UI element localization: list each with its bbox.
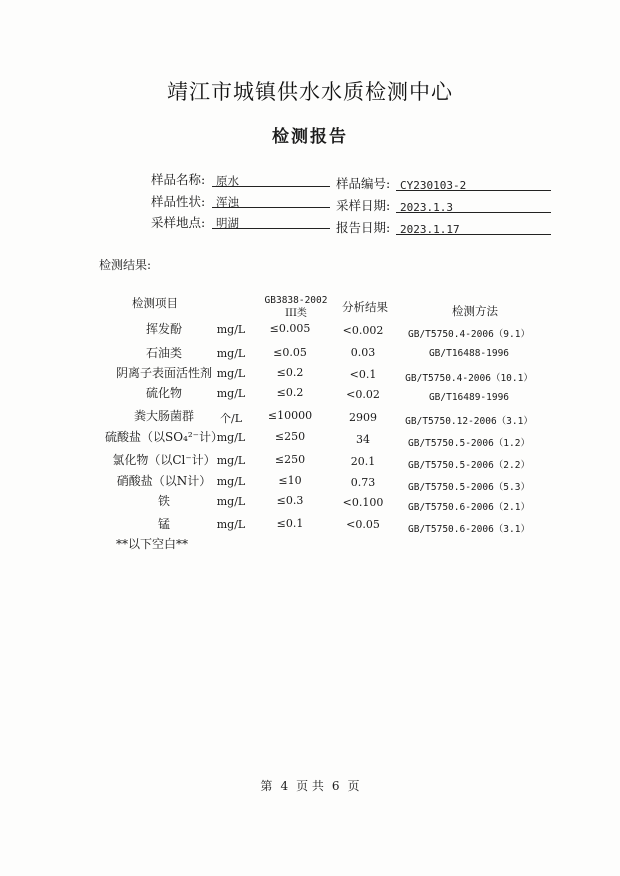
row-limit: ≤10000: [267, 409, 313, 422]
row-item: 挥发酚: [145, 322, 182, 336]
sample-state-field: [212, 191, 330, 208]
page-footer: [0, 777, 620, 794]
header-result: 分析结果: [342, 300, 388, 314]
row-method: GB/T5750.6-2006（3.1）: [408, 524, 530, 535]
header-item: 检测项目: [132, 296, 178, 310]
row-method: GB/T5750.5-2006（2.2）: [408, 460, 530, 471]
row-limit: ≤0.1: [276, 517, 304, 530]
row-item: 氯化物（以Cl⁻计）: [112, 453, 216, 467]
row-result: <0.05: [346, 518, 380, 531]
footer-middle: 页 共: [296, 779, 324, 793]
row-unit: mg/L: [216, 367, 246, 380]
sample-state-value: 浑浊: [216, 195, 239, 209]
row-item: 阴离子表面活性剂: [115, 366, 212, 380]
row-method: GB/T5750.6-2006（2.1）: [408, 502, 530, 513]
report-date-label: 报告日期:: [336, 220, 391, 235]
row-result: <0.002: [342, 324, 384, 337]
row-limit: ≤10: [278, 474, 302, 487]
sample-id-field: [396, 174, 551, 191]
footer-suffix: 页: [347, 779, 360, 793]
row-method: GB/T16488-1996: [428, 348, 510, 359]
header-standard-line1: GB3838-2002: [264, 295, 328, 306]
sample-name-label: 样品名称:: [151, 172, 206, 187]
footer-prefix: 第: [260, 779, 273, 793]
sampling-site-label: 采样地点:: [151, 215, 206, 230]
row-item: 硫酸盐（以SO₄²⁻计）: [104, 430, 223, 444]
organization-name: 靖江市城镇供水水质检测中心: [167, 80, 453, 104]
row-limit: ≤0.2: [276, 366, 304, 379]
header-method: 检测方法: [452, 304, 498, 318]
sample-name-value: 原水: [216, 174, 239, 188]
blank-note: **以下空白**: [116, 537, 189, 551]
sample-state-label: 样品性状:: [151, 194, 206, 209]
row-item: 锰: [157, 517, 170, 531]
row-result: <0.100: [342, 496, 384, 509]
footer-page: 4: [280, 779, 289, 793]
sampling-site-field: [212, 212, 330, 229]
row-unit: mg/L: [216, 323, 246, 336]
row-unit: 个/L: [219, 412, 242, 425]
header-standard-line2: III类: [285, 308, 307, 319]
footer-total: 6: [331, 779, 340, 793]
sample-id-label: 样品编号:: [336, 176, 391, 191]
row-unit: mg/L: [216, 518, 246, 531]
row-limit: ≤250: [274, 453, 306, 466]
row-result: 34: [356, 433, 370, 446]
row-limit: ≤250: [274, 430, 306, 443]
sampling-site-value: 明湖: [216, 216, 239, 230]
row-result: 0.73: [350, 476, 376, 489]
row-result: 2909: [349, 411, 377, 424]
row-unit: mg/L: [216, 431, 246, 444]
row-unit: mg/L: [216, 387, 246, 400]
row-method: GB/T16489-1996: [428, 392, 510, 403]
row-unit: mg/L: [216, 347, 246, 360]
row-limit: ≤0.2: [276, 386, 304, 399]
report-title: 检测报告: [272, 127, 348, 147]
row-item: 粪大肠菌群: [133, 409, 194, 423]
report-date-value: 2023.1.17: [400, 223, 460, 236]
row-item: 硫化物: [145, 386, 182, 400]
row-limit: ≤0.005: [269, 322, 311, 335]
row-item: 石油类: [145, 346, 182, 360]
row-method: GB/T5750.5-2006（5.3）: [408, 482, 530, 493]
row-method: GB/T5750.4-2006（9.1）: [408, 329, 530, 340]
row-unit: mg/L: [216, 454, 246, 467]
row-result: 20.1: [350, 455, 376, 468]
row-result: <0.02: [346, 388, 380, 401]
row-unit: mg/L: [216, 475, 246, 488]
row-method: GB/T5750.12-2006（3.1）: [405, 416, 533, 427]
row-item: 铁: [157, 494, 170, 508]
report-date-field: [396, 218, 551, 235]
sample-id-value: CY230103-2: [400, 179, 467, 192]
sampling-date-field: [396, 196, 551, 213]
sampling-date-value: 2023.1.3: [400, 201, 453, 214]
results-section-title: 检测结果:: [99, 258, 152, 272]
row-limit: ≤0.05: [273, 346, 307, 359]
row-unit: mg/L: [216, 495, 246, 508]
sampling-date-label: 采样日期:: [336, 198, 391, 213]
row-result: <0.1: [349, 368, 377, 381]
row-limit: ≤0.3: [276, 494, 304, 507]
row-item: 硝酸盐（以N计）: [116, 474, 212, 488]
row-result: 0.03: [350, 346, 376, 359]
row-method: GB/T5750.4-2006（10.1）: [405, 373, 533, 384]
row-method: GB/T5750.5-2006（1.2）: [408, 438, 530, 449]
sample-name-field: [212, 170, 330, 187]
